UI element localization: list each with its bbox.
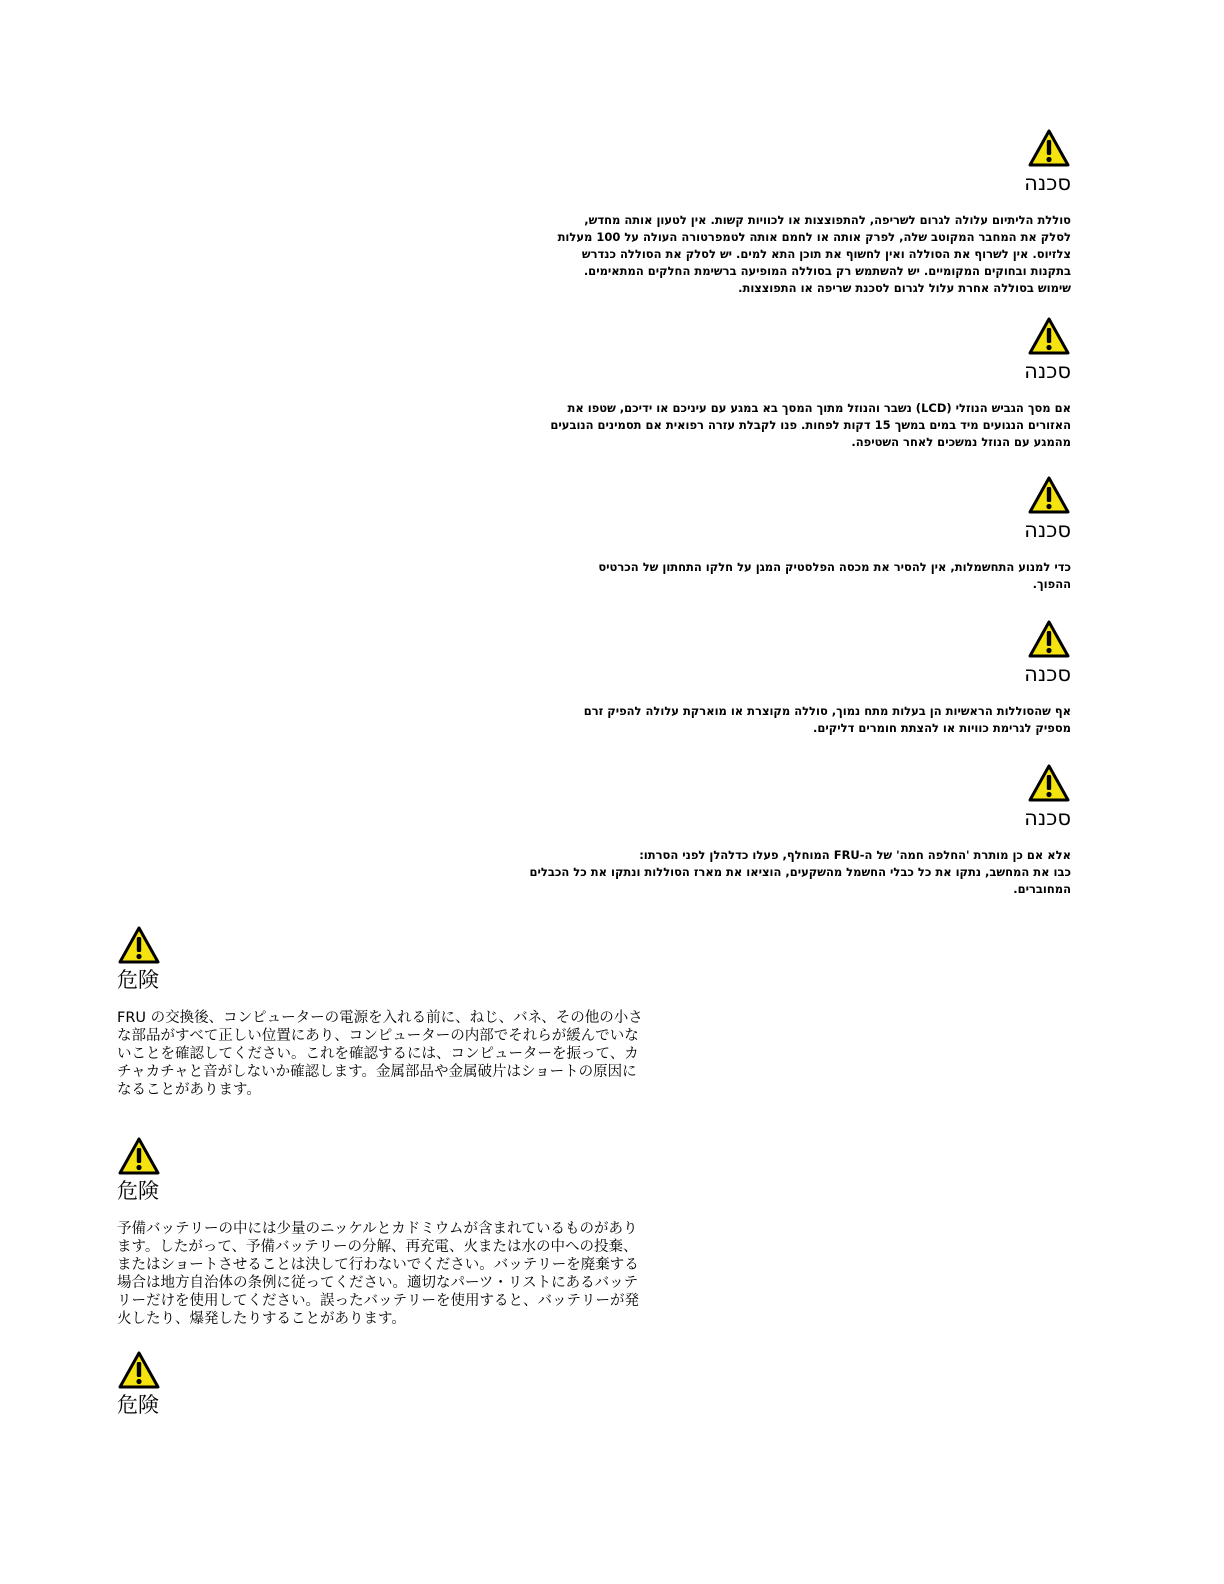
warning-triangle-icon: [117, 925, 161, 965]
warning-triangle-icon: [1027, 128, 1071, 168]
danger-label: סכנה: [1024, 662, 1071, 686]
danger-notice-inverter-card: [511, 475, 1071, 593]
notice-header: [117, 1136, 697, 1204]
notice-text: אף שהסוללות הראשיות הן בעלות מתח נמוך, סוללה מקוצרת או מוארקת עלולה להפיק זרם מספיק לגרימת כוויות או להצתת חומרים דליקים.: [583, 704, 1071, 735]
danger-label: סכנה: [1024, 359, 1071, 383]
danger-label: 危険: [117, 1393, 159, 1417]
notice-text: אם מסך הגביש הנוזלי (LCD) נשבר והנוזל מתוך המסך בא במגע עם עיניכם או ידיכם, שטפו את האזורים הנגועים מיד במים במשך 15 דקות לפחות. פנו לקבלת עזרה רפואית אם תסמינים הנובעים מהמגע עם הנוזל נמשכים לאחר השטיפה.: [550, 401, 1071, 449]
notice-header: [511, 316, 1071, 384]
warning-triangle-icon: [1027, 475, 1071, 515]
danger-notice-lithium-battery: [511, 128, 1071, 297]
notice-header: [511, 475, 1071, 543]
danger-notice-primary-battery: [511, 619, 1071, 737]
danger-label: סכנה: [1024, 518, 1071, 542]
notice-header: [471, 763, 1071, 831]
notice-text: 予備バッテリーの中には少量のニッケルとカドミウムが含まれているものがあり ます。したがって、予備バッテリーの分解、再充電、火または水の中への投棄、 またはショートさせることは決して行わないでください。バッテリーを廃棄する 場合は地方自治体の条例に従ってください。適切なパーツ・リストにあるバッテ リーだけを使用してください。誤ったバッテリーを使用すると、バッテリーが発 火したり、爆発したりすることがあります。: [117, 1221, 639, 1327]
notice-header: [511, 128, 1071, 196]
danger-label: 危険: [117, 968, 159, 992]
danger-notice-fru-screws: [117, 925, 697, 1099]
warning-triangle-icon: [117, 1136, 161, 1176]
danger-notice-lcd: [511, 316, 1071, 451]
danger-notice-backup-battery: [117, 1136, 697, 1328]
warning-triangle-icon: [1027, 763, 1071, 803]
notice-text: אלא אם כן מותרת 'החלפה חמה' של ה-FRU המוחלף, פעלו כדלהלן לפני הסרתו: כבו את המחשב, נתקו את כל כבלי החשמל מהשקעים, הוציאו את מארז הסוללות ונתקו את כל הכבלים המחוברים.: [529, 848, 1071, 896]
notice-header: [511, 619, 1071, 687]
warning-triangle-icon: [1027, 619, 1071, 659]
warning-triangle-icon: [1027, 316, 1071, 356]
danger-label: סכנה: [1024, 806, 1071, 830]
danger-label: סכנה: [1024, 171, 1071, 195]
notice-header: [117, 1350, 697, 1418]
danger-notice-fru-removal: [471, 763, 1071, 898]
danger-label: 危険: [117, 1179, 159, 1203]
notice-text: כדי למנוע התחשמלות, אין להסיר את מכסה הפלסטיק המגן על חלקו התחתון של הכרטיס ההפוך.: [598, 560, 1071, 591]
notice-text: סוללת הליתיום עלולה לגרום לשריפה, להתפוצצות או לכוויות קשות. אין לטעון אותה מחדש, לסלק את המחבר המקוטב שלה, לפרק אותה או לחמם אותה לטמפרטורה העולה על 100 מעלות צלזיוס. אין לשרוף את הסוללה ואין לחשוף את תוכן התא למים. יש לסלק את הסוללה כנדרש בתקנות ובחוקים המקומיים. יש להשתמש רק בסוללה המופיעה ברשימת החלקים המתאימים. שימוש בסוללה אחרת עלול לגרום לסכנת שריפה או התפוצצות.: [557, 213, 1071, 295]
danger-notice-continued: [117, 1350, 697, 1418]
notice-header: [117, 925, 697, 993]
notice-text: FRU の交換後、コンピューターの電源を入れる前に、ねじ、バネ、その他の小さ な部品がすべて正しい位置にあり、コンピューターの内部でそれらが緩んでいな いことを確認してください。これを確認するには、コンピューターを振って、カ チャカチャと音がしないか確認します。金属部品や金属破片はショートの原因に なることがあります。: [117, 1010, 643, 1098]
warning-triangle-icon: [117, 1350, 161, 1390]
